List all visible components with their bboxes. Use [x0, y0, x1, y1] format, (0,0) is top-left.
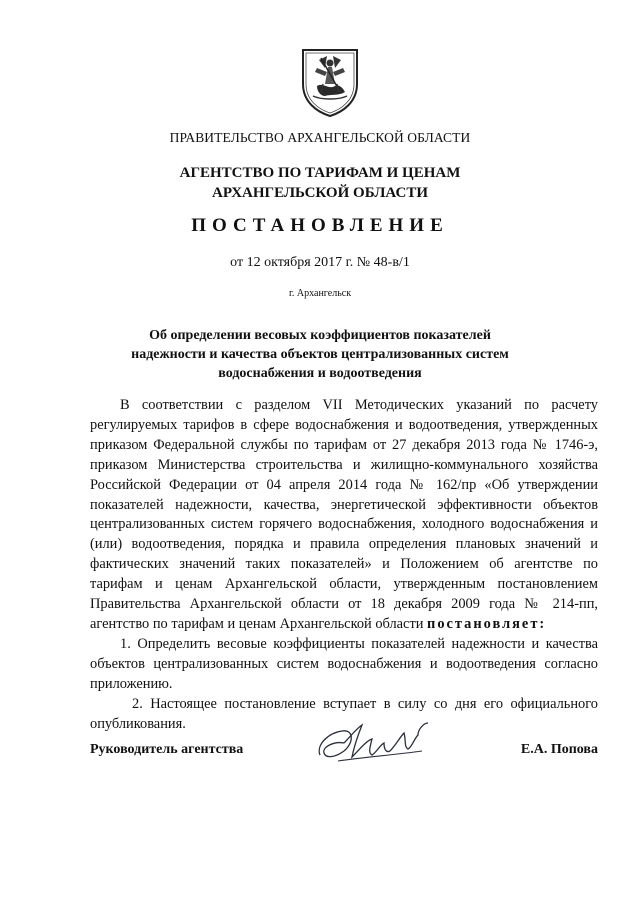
- subject-line3: водоснабжения и водоотведения: [218, 366, 422, 381]
- preamble-paragraph: [90, 396, 598, 635]
- preamble-text: В соответствии с разделом VII Методических указаний по расчету регулируемых тарифов в сфере водоснабжения и водоотведения, утвержденных приказом Федеральной службы по тарифам от 27 декабря 2013 года № 1746-э, приказом Министерства строительства и жилищно-коммунального хозяйства Российской Федерации от 04 апреля 2014 года № 162/пр «Об утверждении показателей надежности, качества, энергетической эффективности объектов централизованных систем горячего водоснабжения, холодного водоснабжения и (или) водоотведения, порядка и правила определения плановых значений и фактических значений таких показателей» и Положением об агентстве по тарифам и ценам Архангельской области, утвержденным постановлением Правительства Архангельской области от 18 декабря 2009 года № 214-пп, агентство по тарифам и ценам Архангельской области: [90, 397, 598, 632]
- agency-name-line1: АГЕНТСТВО ПО ТАРИФАМ И ЦЕНАМ: [179, 165, 461, 181]
- item-1: 1. Определить весовые коэффициенты показателей надежности и качества объектов централизованных систем водоснабжения и водоотведения согласно приложению.: [90, 635, 598, 692]
- signature-block: [90, 735, 600, 775]
- signatory-title: Руководитель агентства: [90, 742, 244, 757]
- subject-line2: надежности и качества объектов централизованных систем: [131, 347, 509, 362]
- resolves-word: постановляет:: [427, 615, 547, 632]
- subject-line1: Об определении весовых коэффициентов показателей: [149, 328, 491, 343]
- city: г. Архангельск: [288, 288, 352, 299]
- agency-name: [0, 163, 640, 203]
- document-subject: [0, 326, 640, 383]
- signatory-name: Е.А. Попова: [520, 742, 598, 757]
- document-type: ПОСТАНОВЛЕНИЕ: [191, 215, 449, 236]
- date-and-number: от 12 октября 2017 г. № 48-в/1: [230, 255, 410, 270]
- document-body: [90, 396, 598, 734]
- coat-of-arms-icon: [299, 46, 361, 118]
- government-name: ПРАВИТЕЛЬСТВО АРХАНГЕЛЬСКОЙ ОБЛАСТИ: [169, 130, 471, 145]
- handwritten-signature: [314, 717, 432, 769]
- agency-name-line2: АРХАНГЕЛЬСКОЙ ОБЛАСТИ: [212, 185, 428, 201]
- item-2: 2. Настоящее постановление вступает в силу со дня его официального опубликования.: [90, 695, 598, 732]
